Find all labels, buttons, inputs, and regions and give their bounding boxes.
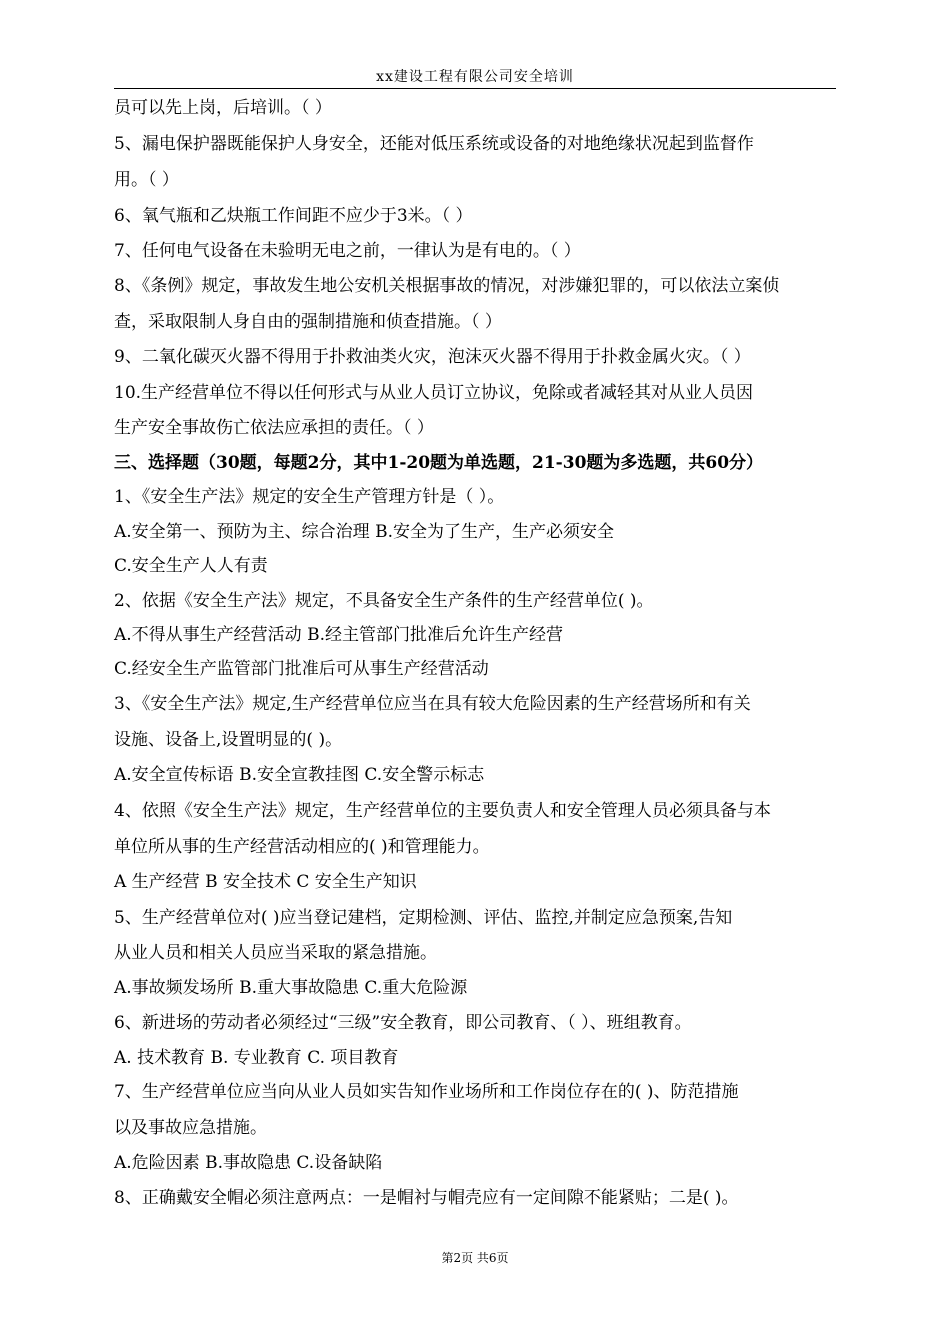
text-line: 8、《条例》规定，事故发生地公安机关根据事故的情况，对涉嫌犯罪的，可以依法立案侦 xyxy=(114,276,780,296)
option-line: A. 技术教育 B. 专业教育 C. 项目教育 xyxy=(114,1048,399,1068)
question-line: 单位所从事的生产经营活动相应的( )和管理能力。 xyxy=(114,837,490,857)
question-line: 5、生产经营单位对( )应当登记建档，定期检测、评估、监控,并制定应急预案,告知 xyxy=(114,908,733,928)
text-line: 9、二氧化碳灭火器不得用于扑救油类火灾，泡沫灭火器不得用于扑救金属火灾。（ ） xyxy=(114,347,751,367)
header-rule xyxy=(114,88,836,89)
option-line: C.经安全生产监管部门批准后可从事生产经营活动 xyxy=(114,659,489,679)
option-line: A.安全宣传标语 B.安全宣教挂图 C.安全警示标志 xyxy=(114,765,485,785)
text-line: 查，采取限制人身自由的强制措施和侦查措施。（ ） xyxy=(114,312,502,332)
question-line: 1、《安全生产法》规定的安全生产管理方针是（ ）。 xyxy=(114,487,505,507)
question-line: 以及事故应急措施。 xyxy=(114,1118,267,1138)
option-line: C.安全生产人人有责 xyxy=(114,556,268,576)
question-line: 4、依照《安全生产法》规定，生产经营单位的主要负责人和安全管理人员必须具备与本 xyxy=(114,801,771,821)
text-line: 5、漏电保护器既能保护人身安全，还能对低压系统或设备的对地绝缘状况起到监督作 xyxy=(114,134,754,154)
section-heading: 三、选择题（30题，每题2分，其中1-20题为单选题，21-30题为多选题，共60分） xyxy=(114,453,764,473)
question-line: 设施、设备上,设置明显的( )。 xyxy=(114,730,343,750)
option-line: A.事故频发场所 B.重大事故隐患 C.重大危险源 xyxy=(114,978,468,998)
text-line: 生产安全事故伤亡依法应承担的责任。（ ） xyxy=(114,418,434,438)
option-line: A.危险因素 B.事故隐患 C.设备缺陷 xyxy=(114,1153,383,1173)
text-line: 6、氧气瓶和乙炔瓶工作间距不应少于3米。（ ） xyxy=(114,206,473,226)
text-line: 用。（ ） xyxy=(114,170,179,190)
option-line: A.安全第一、预防为主、综合治理 B.安全为了生产，生产必须安全 xyxy=(114,522,614,542)
text-line: 员可以先上岗，后培训。（ ） xyxy=(114,98,332,118)
text-line: 7、任何电气设备在未验明无电之前，一律认为是有电的。（ ） xyxy=(114,241,581,261)
page-header-title: xx建设工程有限公司安全培训 xyxy=(376,69,574,85)
question-line: 8、正确戴安全帽必须注意两点：一是帽衬与帽壳应有一定间隙不能紧贴；二是( )。 xyxy=(114,1188,739,1208)
question-line: 2、依据《安全生产法》规定，不具备安全生产条件的生产经营单位( )。 xyxy=(114,591,654,611)
text-line: 10.生产经营单位不得以任何形式与从业人员订立协议，免除或者减轻其对从业人员因 xyxy=(114,383,754,403)
option-line: A.不得从事生产经营活动 B.经主管部门批准后允许生产经营 xyxy=(114,625,563,645)
question-line: 从业人员和相关人员应当采取的紧急措施。 xyxy=(114,943,437,963)
question-line: 7、生产经营单位应当向从业人员如实告知作业场所和工作岗位存在的( )、防范措施 xyxy=(114,1082,739,1102)
page-number: 第2页 共6页 xyxy=(441,1251,509,1265)
question-line: 3、《安全生产法》规定,生产经营单位应当在具有较大危险因素的生产经营场所和有关 xyxy=(114,694,751,714)
option-line: A 生产经营 B 安全技术 C 安全生产知识 xyxy=(114,872,417,892)
question-line: 6、新进场的劳动者必须经过“三级”安全教育，即公司教育、（ ）、班组教育。 xyxy=(114,1013,692,1033)
